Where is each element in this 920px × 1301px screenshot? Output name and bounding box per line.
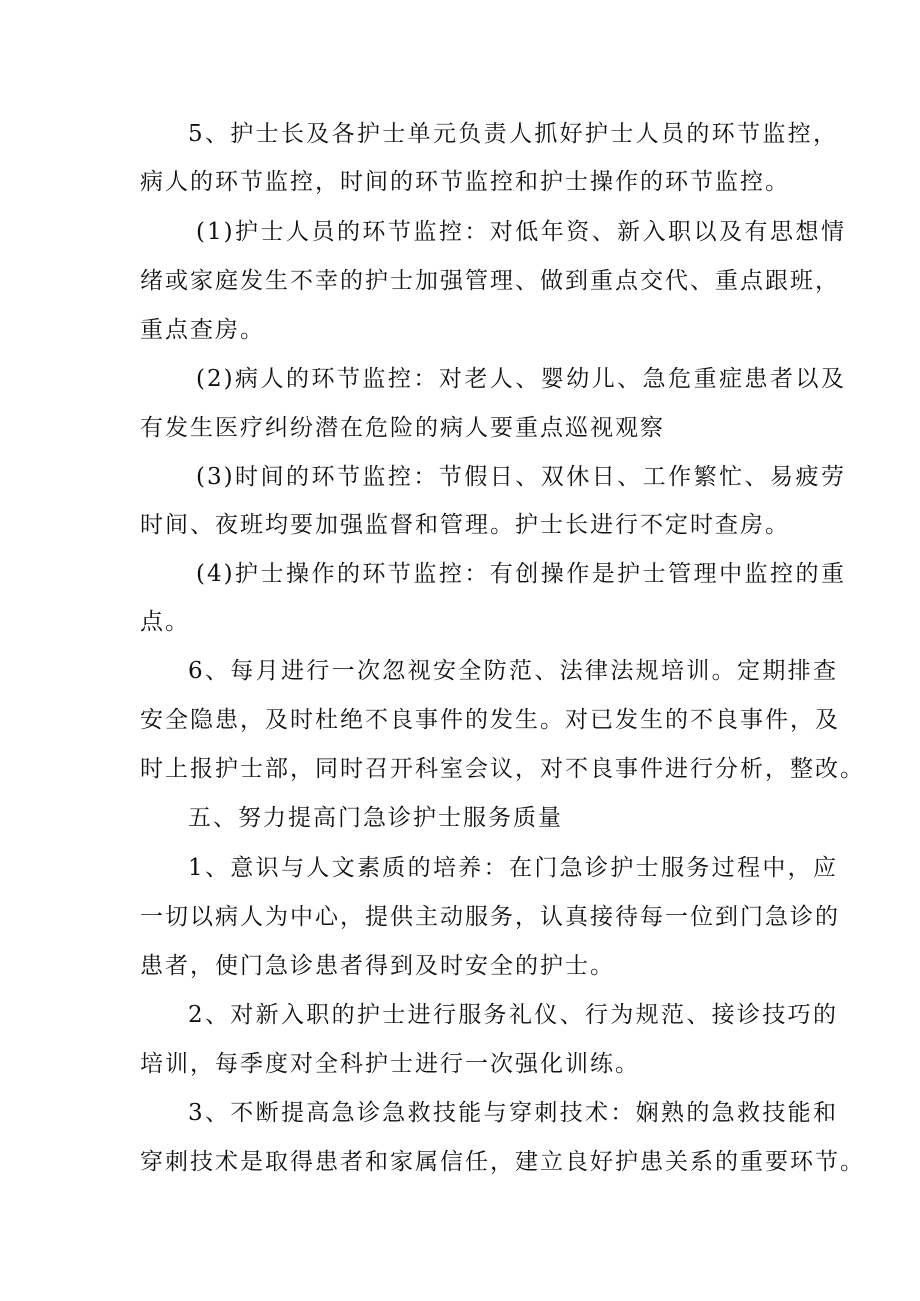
service-item-1-line-3: 患者，使门急诊患者得到及时安全的护士。	[140, 953, 615, 979]
paragraph-6-line-3: 时上报护士部，同时召开科室会议，对不良事件进行分析，整改。	[140, 756, 865, 782]
service-item-3-line-2: 穿刺技术是取得患者和家属信任，建立良好护患关系的重要环节。	[140, 1149, 865, 1175]
service-item-1-line-2: 一切以病人为中心，提供主动服务，认真接待每一位到门急诊的	[140, 904, 840, 930]
item-1-line-3: 重点查房。	[140, 317, 265, 343]
item-4-line-1: (4)护士操作的环节监控：有创操作是护士管理中监控的重	[196, 561, 846, 587]
service-item-2-line-1: 2、对新入职的护士进行服务礼仪、行为规范、接诊技巧的	[188, 1002, 838, 1028]
paragraph-6-line-2: 安全隐患，及时杜绝不良事件的发生。对已发生的不良事件，及	[140, 707, 840, 733]
paragraph-5-line-1: 5、护士长及各护士单元负责人抓好护士人员的环节监控，	[188, 121, 838, 147]
item-1-line-1: (1)护士人员的环节监控：对低年资、新入职以及有思想情	[196, 219, 846, 245]
item-2-line-1: (2)病人的环节监控：对老人、婴幼儿、急危重症患者以及	[196, 366, 846, 392]
service-item-1-line-1: 1、意识与人文素质的培养：在门急诊护士服务过程中，应	[188, 855, 838, 881]
item-3-line-2: 时间、夜班均要加强监督和管理。护士长进行不定时查房。	[140, 512, 790, 538]
paragraph-6-line-1: 6、每月进行一次忽视安全防范、法律法规培训。定期排查	[188, 658, 838, 684]
item-1-line-2: 绪或家庭发生不幸的护士加强管理、做到重点交代、重点跟班，	[140, 268, 840, 294]
paragraph-5-line-2: 病人的环节监控，时间的环节监控和护士操作的环节监控。	[140, 169, 790, 195]
section-five-heading: 五、努力提高门急诊护士服务质量	[188, 805, 563, 831]
service-item-2-line-2: 培训，每季度对全科护士进行一次强化训练。	[140, 1051, 640, 1077]
service-item-3-line-1: 3、不断提高急诊急救技能与穿刺技术：娴熟的急救技能和	[188, 1100, 838, 1126]
item-4-line-2: 点。	[140, 609, 190, 635]
item-2-line-2: 有发生医疗纠纷潜在危险的病人要重点巡视观察	[140, 415, 665, 441]
item-3-line-1: (3)时间的环节监控：节假日、双休日、工作繁忙、易疲劳	[196, 464, 846, 490]
